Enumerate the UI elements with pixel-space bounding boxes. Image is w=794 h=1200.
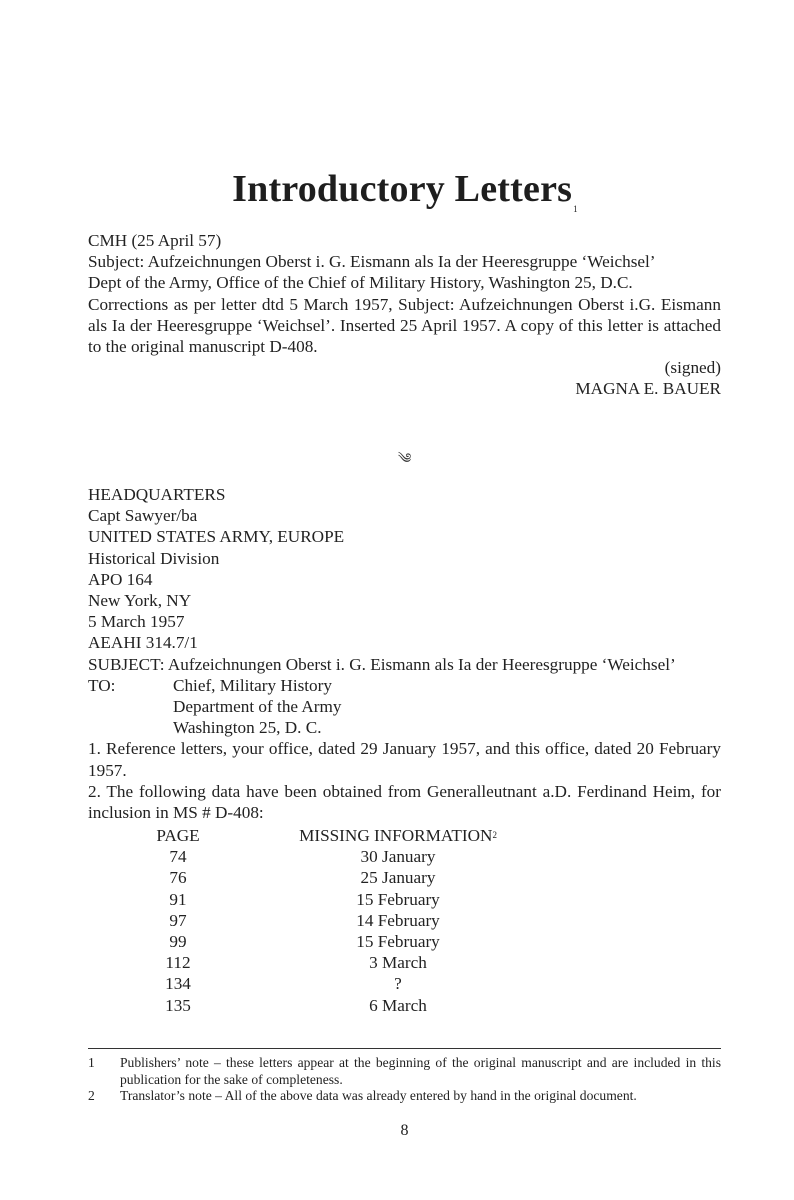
letter1-paragraph: Corrections as per letter dtd 5 March 1957, Subject: Aufzeichnungen Oberst i.G. Eismann als Ia der Heeresgruppe ‘Weichsel’. Inserted 25 April 1957. A copy of this letter is attached to the original manuscript D-408. — [88, 294, 721, 357]
to-row — [88, 675, 721, 696]
letter2-header-line: HEADQUARTERS — [88, 485, 226, 504]
table-row: 135 6 March — [165, 995, 427, 1015]
footnotes — [88, 1055, 721, 1105]
footnote-number: 1 — [88, 1055, 95, 1070]
page-title: Introductory Letters$^1$ — [232, 168, 578, 214]
table-row: 97 14 February — [169, 910, 440, 930]
table-row: 112 3 March — [165, 953, 427, 973]
letter1-line: Dept of the Army, Office of the Chief of Military History, Washington 25, D.C. — [88, 273, 633, 293]
table-row: 99 15 February — [169, 932, 440, 952]
letter2-header-line: New York, NY — [88, 591, 192, 611]
footnote-number: 2 — [88, 1088, 95, 1103]
letter2-header-line: UNITED STATES ARMY, EUROPE — [88, 527, 345, 547]
footnote-divider — [88, 1048, 721, 1049]
letter-cmh — [88, 230, 721, 400]
letter2-header-line: Capt Sawyer/ba — [88, 506, 198, 526]
table-row: 134 ? — [165, 974, 402, 994]
footnote — [88, 1088, 721, 1105]
letter2-paragraph-1: 1. Reference letters, your office, dated 29 January 1957, and this office, dated 20 February 1957. — [88, 739, 721, 780]
footnote-text: Translator’s note – All of the above data was already entered by hand in the original document. — [120, 1088, 637, 1103]
letter1-line: Subject: Aufzeichnungen Oberst i. G. Eismann als Ia der Heeresgruppe ‘Weichsel’ — [88, 252, 656, 272]
footnote — [88, 1055, 721, 1088]
table-row: 74 30 January — [169, 847, 436, 867]
title-footnote-marker: 1 — [573, 204, 578, 214]
table-header-row — [88, 825, 721, 846]
letter-headquarters — [88, 484, 721, 823]
to-line: Department of the Army — [173, 697, 342, 717]
missing-info-table — [88, 825, 721, 1016]
to-line: Chief, Military History — [173, 675, 332, 695]
footnote-text: Publishers’ note – these letters appear at the beginning of the original manuscript and are included in this publication for the sake of completeness. — [120, 1055, 721, 1087]
to-line: Washington 25, D. C. — [173, 718, 322, 738]
letter1-line: CMH (25 April 57) — [88, 231, 222, 250]
to-label: TO: — [88, 675, 116, 695]
to-row — [88, 696, 721, 717]
letter2-header-line: AEAHI 314.7/1 — [88, 633, 198, 653]
signed-label: (signed) — [664, 358, 721, 378]
table-header-missing-info: MISSING INFORMATION$^2$ — [299, 826, 497, 845]
table-footnote-marker: 2 — [492, 830, 497, 840]
to-row — [88, 717, 721, 738]
letter2-header-line: Historical Division — [88, 548, 220, 568]
table-row: 91 15 February — [169, 889, 440, 909]
letter2-header-line: 5 March 1957 — [88, 612, 185, 632]
section-divider-ornament: ༄ — [397, 452, 412, 467]
page-number: 8 — [400, 1122, 409, 1139]
signer-name: MAGNA E. BAUER — [575, 379, 721, 399]
document-page — [88, 0, 721, 1200]
letter2-subject-line: SUBJECT: Aufzeichnungen Oberst i. G. Eismann als Ia der Heeresgruppe ‘Weichsel’ — [88, 654, 676, 674]
letter2-paragraph-2: 2. The following data have been obtained from Generalleutnant a.D. Ferdinand Heim, for inclusion in MS # D-408: — [88, 781, 721, 823]
letter2-header-line: APO 164 — [88, 569, 153, 589]
table-row: 76 25 January — [169, 868, 436, 888]
table-header-page: PAGE — [156, 826, 200, 845]
